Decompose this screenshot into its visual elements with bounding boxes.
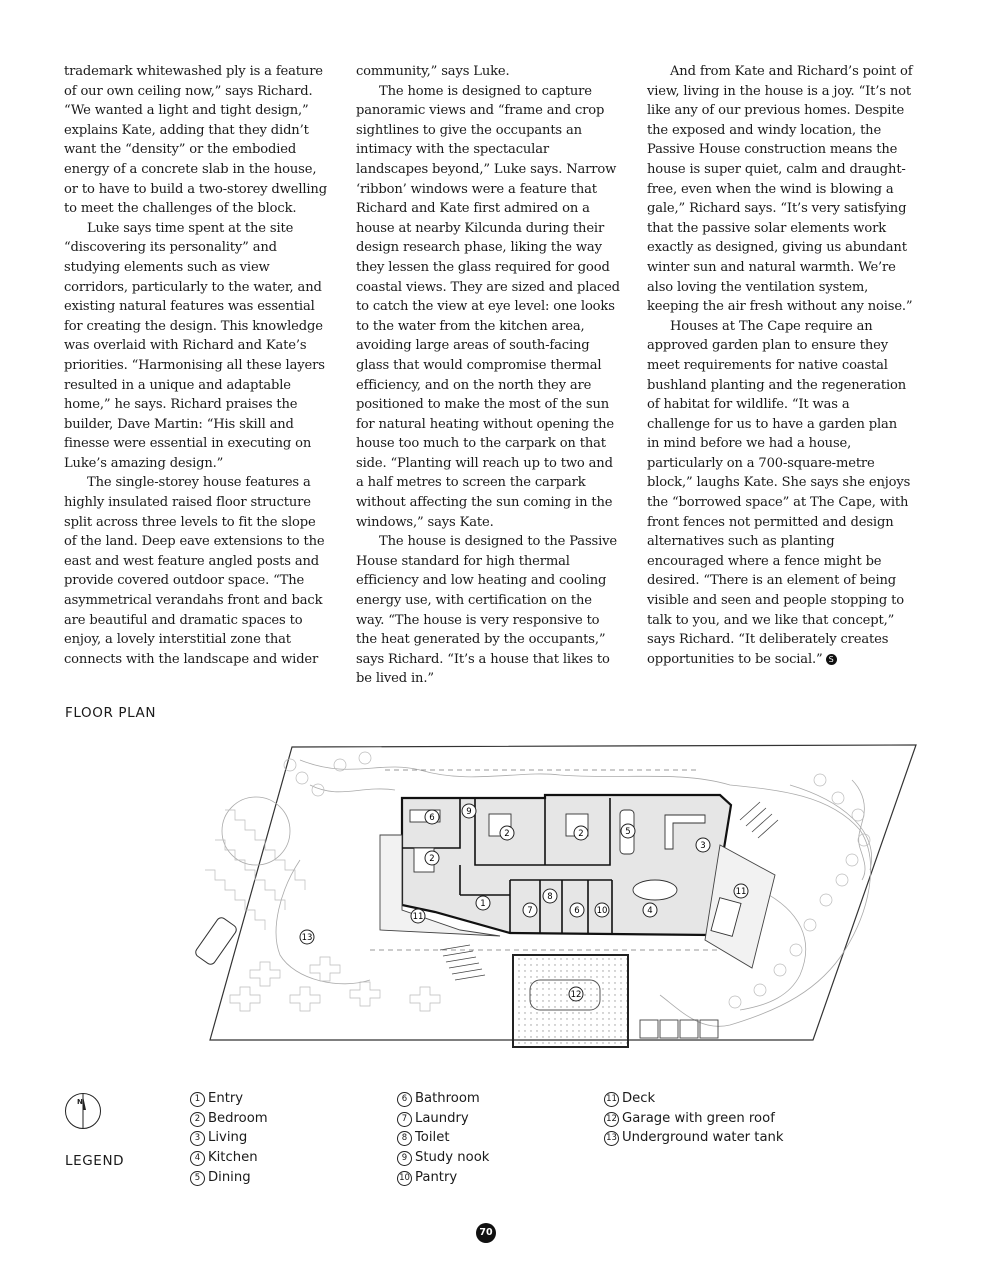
room-marker xyxy=(734,884,748,898)
car-drawing xyxy=(194,916,238,966)
floor-plan-drawing xyxy=(0,740,1000,1060)
legend-item xyxy=(604,1128,784,1148)
article-column-1 xyxy=(64,62,330,669)
page-number: 70 xyxy=(476,1223,496,1243)
room-marker xyxy=(425,851,439,865)
room-marker xyxy=(574,826,588,840)
room-marker-number: 5 xyxy=(625,827,631,837)
legend-item xyxy=(190,1168,268,1188)
legend-label: Kitchen xyxy=(208,1150,258,1166)
legend-number: 7 xyxy=(397,1112,412,1127)
legend-number: 3 xyxy=(190,1131,205,1146)
legend-label: Dining xyxy=(208,1169,251,1185)
legend-number: 4 xyxy=(190,1151,205,1166)
paragraph: The home is designed to capture panoramic views and “frame and crop sightlines to give the occupants an intimacy with the spectacular landscapes beyond,” Luke says. Narrow ‘ribbon’ windows were a feature that Richard and Kate first admired on a house at nearby Kilcunda during their design research phase, liking the way they lessen the glass required for good coastal views. They are sized and placed to catch the view at eye level: one looks to the water from the kitchen area, avoiding large areas of south-facing glass that would compromise thermal efficiency, and on the north they are positioned to make the most of the sun for natural heating without opening the house too much to the carpark on that side. “Planting will reach up to two and a half metres to screen the carpark without affecting the sun coming in the windows,” says Kate. xyxy=(356,83,620,530)
room-marker xyxy=(569,987,583,1001)
room-marker xyxy=(696,838,710,852)
room-marker xyxy=(462,804,476,818)
room-marker-number: 2 xyxy=(429,854,435,864)
legend-item xyxy=(604,1109,784,1129)
legend-label: Laundry xyxy=(415,1110,469,1126)
room-marker xyxy=(300,930,314,944)
room-marker-number: 6 xyxy=(429,813,435,823)
legend-number: 2 xyxy=(190,1112,205,1127)
legend-number: 6 xyxy=(397,1092,412,1107)
room-marker xyxy=(595,903,609,917)
legend-label: Study nook xyxy=(415,1150,490,1166)
legend-item xyxy=(397,1128,489,1148)
legend-number: 9 xyxy=(397,1151,412,1166)
legend-column xyxy=(190,1089,268,1188)
room-marker-number: 8 xyxy=(547,892,553,902)
legend-number: 13 xyxy=(604,1131,619,1146)
north-arrow-icon xyxy=(64,1092,104,1132)
paragraph: The single-storey house features a highly insulated raised floor structure split across three levels to fit the slope of the land. Deep eave extensions to the east and west feature angled posts and provide covered outdoor space. “The asymmetrical verandahs front and back are beautiful and dramatic spaces to enjoy, a lovely interstitial zone that connects with the landscape and wider xyxy=(64,475,325,667)
room-marker-number: 6 xyxy=(574,906,580,916)
paragraph-text: Houses at The Cape require an approved garden plan to ensure they meet requirements for native coastal bushland planting and the regeneration of habitat for wildlife. “It was a challenge for us to have a garden plan in mind before we had a house, particularly on a 700-square-metre block,” laughs Kate. She says she enjoys the “borrowed space” at The Cape, with front fences not permitted and design alternatives such as planting encouraged where a fence might be desired. “There is an element of being visible and seen and people stopping to talk to you, and we like that concept,” says Richard. “It deliberately creates opportunities to be social.” xyxy=(647,318,911,667)
paragraph: Luke says time spent at the site “discovering its personality” and studying elements such as view corridors, particularly to the water, and existing natural features was essential for creating the design. This knowledge was overlaid with Richard and Kate’s priorities. “Harmonising all these layers resulted in a unique and adaptable home,” he says. Richard praises the builder, Dave Martin: “His skill and finesse were essential in executing on Luke’s amazing design.” xyxy=(64,220,325,471)
paragraph: trademark whitewashed ply is a feature of our own ceiling now,” says Richard. “We wanted a light and tight design,” explains Kate, adding that they didn’t want the “density” or the embodied energy of a concrete slab in the house, or to have to build a two-storey dwelling to meet the challenges of the block. xyxy=(64,64,327,217)
legend-item xyxy=(604,1089,784,1109)
legend-item xyxy=(397,1148,489,1168)
room-marker-number: 3 xyxy=(700,841,706,851)
legend-number: 12 xyxy=(604,1112,619,1127)
end-of-article-mark: S xyxy=(826,654,837,665)
legend-label: Pantry xyxy=(415,1169,458,1185)
room-marker xyxy=(425,810,439,824)
paragraph: And from Kate and Richard’s point of view, living in the house is a joy. “It’s not like any of our previous homes. Despite the exposed and windy location, the Passive House construction means the house is super quiet, calm and draught-free, even when the wind is blowing a gale,” Richard says. “It’s very satisfying that the passive solar elements work exactly as designed, giving us abundant winter sun and natural warmth. We’re also loving the ventilation system, keeping the air fresh without any noise.” xyxy=(647,64,913,315)
legend-label: Garage with green roof xyxy=(622,1110,775,1126)
legend-title: LEGEND xyxy=(65,1153,125,1169)
room-marker xyxy=(523,903,537,917)
room-marker xyxy=(476,896,490,910)
legend-item xyxy=(397,1168,489,1188)
legend-item xyxy=(397,1109,489,1129)
legend-number: 8 xyxy=(397,1131,412,1146)
legend-column xyxy=(397,1089,489,1188)
legend-label: Living xyxy=(208,1130,248,1146)
north-label: N xyxy=(77,1098,83,1106)
room-marker-number: 4 xyxy=(647,906,653,916)
room-marker-number: 12 xyxy=(570,990,582,1000)
room-marker-number: 2 xyxy=(504,829,510,839)
legend-item xyxy=(190,1148,268,1168)
room-marker-number: 9 xyxy=(466,807,472,817)
garage xyxy=(513,955,628,1047)
legend-item xyxy=(190,1089,268,1109)
legend-label: Entry xyxy=(208,1091,244,1106)
legend-label: Bedroom xyxy=(208,1110,268,1126)
room-marker xyxy=(500,826,514,840)
paragraph: The house is designed to the Passive House standard for high thermal efficiency and low heating and cooling energy use, with certification on the way. “The house is very responsive to the heat generated by the occupants,” says Richard. “It’s a house that likes to be lived in.” xyxy=(356,534,617,687)
room-marker-number: 2 xyxy=(578,829,584,839)
legend-item xyxy=(190,1109,268,1129)
legend-label: Toilet xyxy=(415,1130,450,1146)
legend-number: 11 xyxy=(604,1092,619,1107)
room-marker-number: 13 xyxy=(301,933,313,943)
room-marker xyxy=(570,903,584,917)
legend-number: 5 xyxy=(190,1171,205,1186)
legend-number: 1 xyxy=(190,1092,205,1107)
legend-label: Bathroom xyxy=(415,1091,480,1106)
legend-number: 10 xyxy=(397,1171,412,1186)
room-marker xyxy=(543,889,557,903)
paragraph: community,” says Luke. xyxy=(356,64,510,79)
legend-item xyxy=(190,1128,268,1148)
article-column-2 xyxy=(356,62,622,689)
room-marker xyxy=(643,903,657,917)
legend-label: Underground water tank xyxy=(622,1130,784,1146)
paragraph xyxy=(647,317,913,670)
room-marker-number: 7 xyxy=(527,906,533,916)
article-column-3 xyxy=(647,62,913,669)
room-marker-number: 1 xyxy=(480,899,486,909)
legend-label: Deck xyxy=(622,1091,656,1106)
room-marker xyxy=(621,824,635,838)
room-marker-number: 11 xyxy=(735,887,747,897)
room-marker-number: 10 xyxy=(596,906,608,916)
room-marker-number: 11 xyxy=(412,912,424,922)
legend-column xyxy=(604,1089,784,1148)
floor-plan-title: FLOOR PLAN xyxy=(65,705,157,721)
legend-item xyxy=(397,1089,489,1109)
room-marker xyxy=(411,909,425,923)
